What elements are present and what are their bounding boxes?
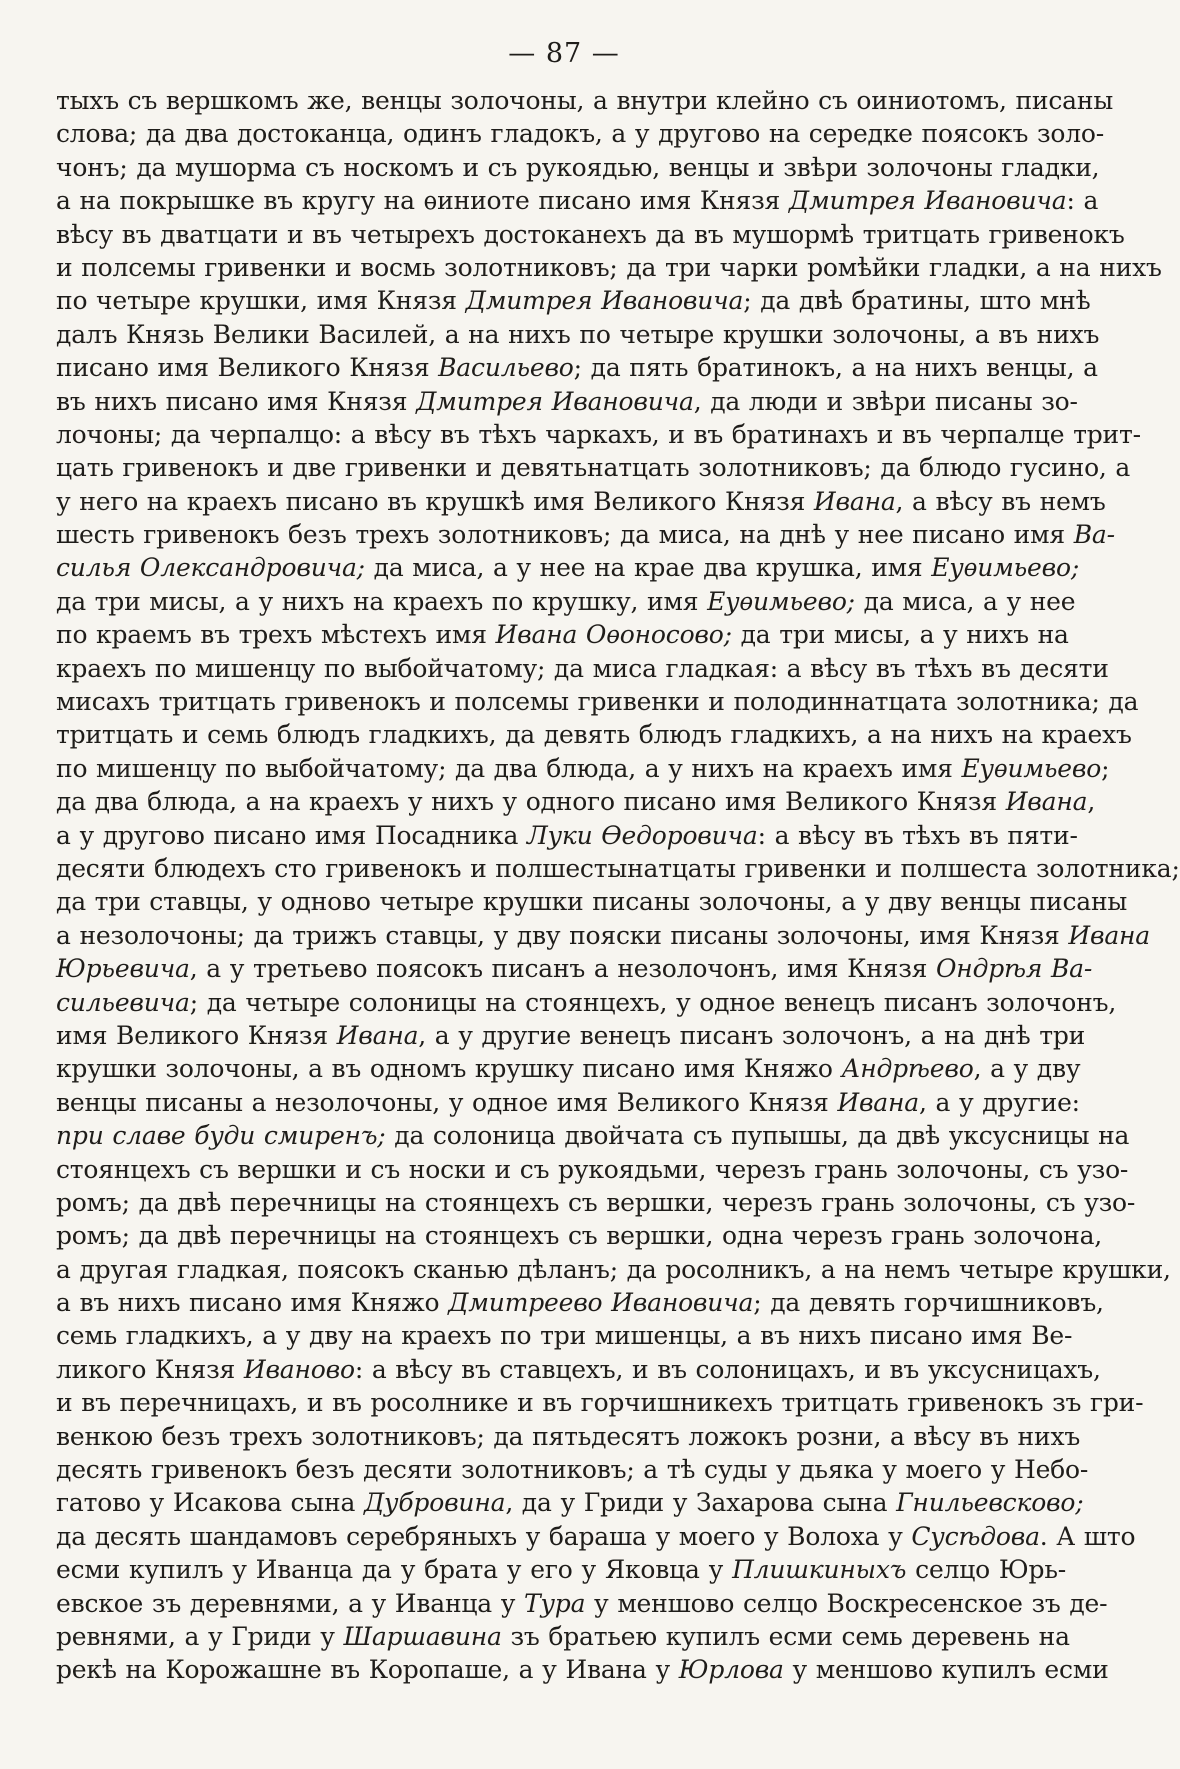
text-run: : а [1066, 186, 1099, 216]
text-run: краехъ по мишенцу по выбойчатому; да миса гладкая: а вѣсу въ тѣхъ въ десяти [56, 653, 1109, 683]
text-run: а другая гладкая, поясокъ сканью дѣланъ; да росолникъ, а на немъ четыре крушки, [56, 1254, 1171, 1284]
text-run: , а у дву [973, 1054, 1081, 1084]
text-run: вѣсу въ дватцати и въ четырехъ достоканехъ да въ мушормѣ тритцать гривенокъ [56, 219, 1125, 249]
text-run: тритцать и семь блюдъ гладкихъ, да девять блюдъ гладкихъ, а на нихъ на краехъ [56, 720, 1132, 750]
italic-name: при славе буди смиренъ; [56, 1121, 386, 1151]
italic-name: Ондрѣя Ва- [936, 954, 1093, 984]
italic-name: Дмитрея Ивановича [788, 186, 1067, 216]
text-run: у него на краехъ писано въ крушкѣ имя Великого Князя [56, 486, 814, 516]
italic-name: Гнильевсково; [896, 1488, 1084, 1518]
text-run: венкою безъ трехъ золотниковъ; да пятьдесятъ ложокъ розни, а вѣсу въ нихъ [56, 1421, 1081, 1451]
text-run: да три ставцы, у одново четыре крушки писаны золочоны, а у дву венцы писаны [56, 887, 1128, 917]
text-run: да солоница двойчата съ пупышы, да двѣ уксусницы на [385, 1121, 1130, 1151]
text-run: у меншово селцо Воскресенское зъ де- [585, 1588, 1108, 1618]
text-line [56, 1653, 1109, 1686]
italic-name: Еуѳимьево; [707, 586, 855, 616]
text-run: ; да девять горчишниковъ, [753, 1288, 1104, 1318]
text-line [56, 385, 1078, 418]
text-run: писано имя Великого Князя [56, 353, 439, 383]
text-line [56, 518, 1115, 551]
text-run: тыхъ съ вершкомъ же, венцы золочоны, а внутри клейно съ оиниотомъ, писаны [56, 86, 1114, 115]
italic-name: Ивана Оѳоносово; [495, 620, 732, 650]
text-run: , да люди и звѣри писаны зо- [693, 386, 1078, 416]
text-line [56, 1086, 1080, 1119]
text-line [56, 284, 1091, 317]
text-run: десять гривенокъ безъ десяти золотниковъ; а тѣ суды у дьяка у моего у Небо- [56, 1455, 1089, 1485]
italic-name: Ва- [1073, 520, 1115, 550]
italic-name: Юрьевича [56, 954, 190, 984]
text-run: далъ Князь Велики Василей, а на нихъ по четыре крушки золочоны, а въ нихъ [56, 319, 1100, 349]
text-run: да три мисы, а у нихъ на краехъ по крушку, имя [56, 586, 708, 616]
italic-name: Ивана [813, 486, 896, 516]
text-line [56, 652, 1109, 685]
italic-name: Дмитрея Ивановича [416, 386, 694, 416]
italic-name: Дубровина [363, 1488, 506, 1518]
text-line [56, 1520, 1136, 1553]
text-run: , [1087, 787, 1096, 817]
text-run: шесть гривенокъ безъ трехъ золотниковъ; да миса, на днѣ у нее писано имя [56, 520, 1074, 550]
text-run: , да у Гриди у Захарова сына [505, 1488, 897, 1518]
text-line [56, 318, 1100, 351]
text-line [56, 1286, 1104, 1319]
text-line [56, 451, 1131, 484]
text-line [56, 1620, 1070, 1653]
italic-name: Шаршавина [343, 1621, 502, 1651]
text-run: въ нихъ писано имя Князя [56, 386, 417, 416]
text-line [56, 418, 1141, 451]
text-line [56, 84, 1114, 117]
text-run: ; [1101, 753, 1110, 783]
text-run: ; да четыре солоницы на стоянцехъ, у одное венецъ писанъ золочонъ, [189, 987, 1117, 1017]
text-run: а на покрышке въ кругу на ѳиниоте писано имя Князя [56, 186, 789, 216]
italic-name: Андрѣево [841, 1054, 974, 1084]
text-run: ; да двѣ братины, што мнѣ [743, 286, 1091, 316]
text-run: семь гладкихъ, а у дву на краехъ по три мишенцы, а въ нихъ писано имя Ве- [56, 1321, 1073, 1351]
text-line [56, 618, 1069, 651]
text-run: у меншово купилъ есми [783, 1655, 1109, 1685]
text-run: венцы писаны а незолочоны, у одное имя Великого Князя [56, 1087, 838, 1117]
text-run: селцо Юрь- [906, 1555, 1066, 1585]
text-line [56, 218, 1125, 251]
text-run: зъ братьею купилъ есми семь деревень на [501, 1621, 1070, 1651]
italic-name: Иваново [243, 1354, 355, 1384]
text-line [56, 1019, 1086, 1052]
italic-name: Ивана [837, 1087, 919, 1117]
text-run: и въ перечницахъ, и въ росолнике и въ горчишникехъ тритцать гривенокъ зъ гри- [56, 1388, 1144, 1418]
text-line [56, 251, 1162, 284]
text-run: стоянцехъ съ вершки и съ носки и съ рукоядьми, черезъ грань золочоны, съ узо- [56, 1154, 1129, 1184]
text-run: а незолочоны; да трижъ ставцы, у дву пояски писаны золочоны, имя Князя [56, 920, 1069, 950]
text-run: да десять шандамовъ серебряныхъ у бараша у моего у Волоха у [56, 1521, 912, 1551]
text-line [56, 351, 1098, 384]
text-run: , а вѣсу въ немъ [895, 486, 1106, 516]
text-run: евское зъ деревнями, а у Иванца у [56, 1588, 525, 1618]
text-run: , а у третьево поясокъ писанъ а незолочонъ, имя Князя [189, 954, 936, 984]
italic-name: Ивана [336, 1020, 419, 1050]
text-run: слова; да два достоканца, одинъ гладокъ, а у другово на середке поясокъ золо- [56, 119, 1105, 149]
text-run: десяти блюдехъ сто гривенокъ и полшестынатцаты гривенки и полшеста золотника; [56, 853, 1180, 883]
italic-name: Еуѳимьево [961, 753, 1102, 783]
italic-name: Дмитреево Ивановича [448, 1288, 754, 1318]
text-line [56, 952, 1093, 985]
text-run: рекѣ на Корожашне въ Коропаше, а у Ивана у [56, 1655, 679, 1685]
text-run: ; да пять братинокъ, а на нихъ венцы, а [573, 353, 1098, 383]
text-run: , а у другие венецъ писанъ золочонъ, а на днѣ три [418, 1020, 1086, 1050]
text-line [56, 1453, 1089, 1486]
text-run: имя Великого Князя [56, 1020, 337, 1050]
text-line [56, 718, 1132, 751]
italic-name: Сусѣдова [911, 1521, 1040, 1551]
italic-name: Плишкиныхъ [732, 1555, 907, 1585]
text-run: лочоны; да черпалцо: а вѣсу въ тѣхъ чаркахъ, и въ братинахъ и въ черпалце трит- [56, 419, 1141, 449]
text-line [56, 585, 1076, 618]
text-run: ромъ; да двѣ перечницы на стоянцехъ съ вершки, черезъ грань золочоны, съ узо- [56, 1187, 1136, 1217]
text-run: да два блюда, а на краехъ у нихъ у одного писано имя Великого Князя [56, 787, 1006, 817]
text-line [56, 1119, 1130, 1152]
text-line [56, 819, 1078, 852]
text-line [56, 1253, 1171, 1286]
text-run: , а у другие: [919, 1087, 1080, 1117]
text-run: по четыре крушки, имя Князя [56, 286, 466, 316]
text-run: и полсемы гривенки и восмь золотниковъ; да три чарки ромѣйки гладки, а на нихъ [56, 252, 1162, 282]
text-line [56, 1052, 1081, 1085]
text-line [56, 1386, 1144, 1419]
text-run: да миса, а у нее на крае два крушка, имя [364, 553, 932, 583]
text-run: мисахъ тритцать гривенокъ и полсемы гривенки и полодиннатцата золотника; да [56, 687, 1139, 717]
text-line [56, 1486, 1084, 1519]
text-line [56, 1219, 1103, 1252]
text-line [56, 1587, 1108, 1620]
text-line [56, 184, 1099, 217]
text-line [56, 852, 1180, 885]
text-line [56, 1353, 1101, 1386]
italic-name: Васильево [438, 353, 574, 383]
italic-name: Тура [524, 1588, 586, 1618]
italic-name: Луки Ѳедоровича [526, 820, 758, 850]
text-line [56, 1153, 1129, 1186]
text-line [56, 151, 1100, 184]
text-line [56, 1319, 1073, 1352]
text-run: ромъ; да двѣ перечницы на стоянцехъ съ вершки, одна черезъ грань золочона, [56, 1221, 1103, 1251]
text-run: ликого Князя [56, 1354, 244, 1384]
italic-name: Ивана [1068, 920, 1151, 950]
text-run: а въ нихъ писано имя Княжо [56, 1288, 449, 1318]
text-run: : а вѣсу въ тѣхъ въ пяти- [757, 820, 1078, 850]
text-run: а у другово писано имя Посадника [56, 820, 527, 850]
text-line [56, 1553, 1066, 1586]
italic-name: Юрлова [678, 1655, 784, 1685]
text-run: гатово у Исакова сына [56, 1488, 364, 1518]
text-run: крушки золочоны, а въ одномъ крушку писано имя Княжо [56, 1054, 842, 1084]
italic-name: силья Олександровича; [56, 553, 365, 583]
text-line [56, 685, 1139, 718]
text-run: по краемъ въ трехъ мѣстехъ имя [56, 620, 496, 650]
italic-name: Еуѳимьево; [931, 553, 1080, 583]
text-run: : а вѣсу въ ставцехъ, и въ солоницахъ, и въ уксусницахъ, [354, 1354, 1101, 1384]
text-line [56, 885, 1128, 918]
text-line [56, 752, 1110, 785]
italic-name: Ивана [1005, 787, 1088, 817]
body-text [56, 84, 1180, 1687]
text-run: ревнями, а у Гриди у [56, 1621, 344, 1651]
text-run: да миса, а у нее [854, 586, 1076, 616]
text-line [56, 485, 1106, 518]
text-run: да три мисы, а у нихъ на [731, 620, 1069, 650]
text-line [56, 551, 1080, 584]
page-number: — 87 — [508, 38, 620, 69]
text-run: . А што [1039, 1521, 1136, 1551]
text-run: чонъ; да мушорма съ носкомъ и съ рукоядью, венцы и звѣри золочоны гладки, [56, 152, 1100, 182]
italic-name: Дмитрея Ивановича [465, 286, 744, 316]
italic-name: сильевича [56, 987, 190, 1017]
text-line [56, 1420, 1081, 1453]
text-run: цать гривенокъ и две гривенки и девятьнатцать золотниковъ; да блюдо гусино, а [56, 453, 1131, 483]
text-line [56, 785, 1096, 818]
text-run: по мишенцу по выбойчатому; да два блюда, а у нихъ на краехъ имя [56, 753, 962, 783]
text-run: есми купилъ у Иванца да у брата у его у Яковца у [56, 1555, 733, 1585]
text-line [56, 919, 1151, 952]
text-line [56, 117, 1105, 150]
text-line [56, 1186, 1136, 1219]
text-line [56, 986, 1117, 1019]
